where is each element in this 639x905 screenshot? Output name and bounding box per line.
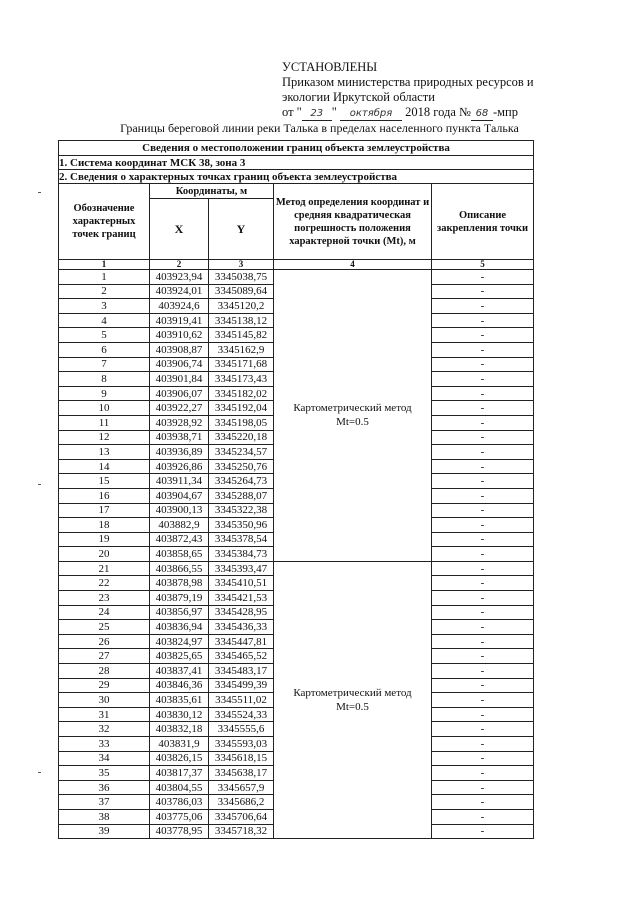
- point-description: -: [432, 518, 534, 533]
- point-description: -: [432, 401, 534, 416]
- coord-x: 403836,94: [150, 620, 209, 635]
- coord-y: 3345250,76: [209, 459, 274, 474]
- approval-block: [282, 60, 534, 121]
- point-description: -: [432, 722, 534, 737]
- document-title: Границы береговой линии реки Талька в пределах населенного пункта Талька: [120, 121, 519, 135]
- point-number: 1: [59, 270, 150, 285]
- point-number: 36: [59, 780, 150, 795]
- point-description: -: [432, 737, 534, 752]
- point-number: 9: [59, 386, 150, 401]
- method-name: Картометрический метод: [293, 687, 412, 700]
- boundary-points-table: [58, 140, 534, 839]
- point-description: -: [432, 678, 534, 693]
- point-description: -: [432, 488, 534, 503]
- point-number: 11: [59, 415, 150, 430]
- coord-x: 403825,65: [150, 649, 209, 664]
- point-description: -: [432, 649, 534, 664]
- approval-title: УСТАНОВЛЕНЫ: [282, 60, 378, 74]
- coord-x: 403919,41: [150, 313, 209, 328]
- column-number: 5: [432, 260, 534, 270]
- point-number: 2: [59, 284, 150, 299]
- coord-x: 403846,36: [150, 678, 209, 693]
- coord-y: 3345410,51: [209, 576, 274, 591]
- point-description: -: [432, 299, 534, 314]
- point-number: 39: [59, 824, 150, 839]
- coord-y: 3345220,18: [209, 430, 274, 445]
- header-point-label: Обозначение характерных точек границ: [59, 184, 150, 260]
- date-mid: ": [331, 105, 337, 119]
- coord-y: 3345428,95: [209, 605, 274, 620]
- point-number: 23: [59, 591, 150, 606]
- coord-y: 3345288,07: [209, 488, 274, 503]
- coord-y: 3345173,43: [209, 372, 274, 387]
- point-description: -: [432, 532, 534, 547]
- column-number: 3: [209, 260, 274, 270]
- coord-x: 403923,94: [150, 270, 209, 285]
- coord-y: 3345436,33: [209, 620, 274, 635]
- point-description: -: [432, 634, 534, 649]
- coord-y: 3345198,05: [209, 415, 274, 430]
- point-description: -: [432, 605, 534, 620]
- column-number: 4: [274, 260, 432, 270]
- point-number: 6: [59, 342, 150, 357]
- coord-x: 403832,18: [150, 722, 209, 737]
- coord-x: 403936,89: [150, 445, 209, 460]
- coord-x: 403824,97: [150, 634, 209, 649]
- coord-y: 3345718,32: [209, 824, 274, 839]
- coord-x: 403911,34: [150, 474, 209, 489]
- coord-y: 3345618,15: [209, 751, 274, 766]
- point-number: 10: [59, 401, 150, 416]
- coord-y: 3345350,96: [209, 518, 274, 533]
- coord-x: 403900,13: [150, 503, 209, 518]
- coord-x: 403804,55: [150, 780, 209, 795]
- header-x: X: [150, 199, 209, 260]
- point-description: -: [432, 284, 534, 299]
- point-number: 15: [59, 474, 150, 489]
- coord-x: 403924,6: [150, 299, 209, 314]
- point-description: -: [432, 503, 534, 518]
- point-description: -: [432, 561, 534, 576]
- coord-y: 3345524,33: [209, 707, 274, 722]
- point-description: -: [432, 620, 534, 635]
- approval-number: 68: [471, 108, 493, 121]
- point-number: 19: [59, 532, 150, 547]
- coord-y: 3345089,64: [209, 284, 274, 299]
- coord-x: 403924,01: [150, 284, 209, 299]
- header-y: Y: [209, 199, 274, 260]
- coord-y: 3345511,02: [209, 693, 274, 708]
- coord-y: 3345378,54: [209, 532, 274, 547]
- point-description: -: [432, 547, 534, 562]
- point-number: 35: [59, 766, 150, 781]
- point-description: -: [432, 795, 534, 810]
- point-number: 3: [59, 299, 150, 314]
- coord-x: 403826,15: [150, 751, 209, 766]
- method-cell: [274, 270, 432, 562]
- point-description: -: [432, 328, 534, 343]
- column-number: 2: [150, 260, 209, 270]
- header-coordinates: Координаты, м: [150, 184, 274, 199]
- point-description: -: [432, 751, 534, 766]
- coord-y: 3345483,17: [209, 664, 274, 679]
- method-accuracy: Mt=0.5: [336, 416, 369, 429]
- point-number: 22: [59, 576, 150, 591]
- coord-x: 403866,55: [150, 561, 209, 576]
- coord-x: 403835,61: [150, 693, 209, 708]
- approval-line-1: Приказом министерства природных ресурсов и: [282, 75, 534, 89]
- coord-x: 403908,87: [150, 342, 209, 357]
- point-description: -: [432, 445, 534, 460]
- coord-x: 403872,43: [150, 532, 209, 547]
- coord-x: 403901,84: [150, 372, 209, 387]
- coord-y: 3345465,52: [209, 649, 274, 664]
- coord-y: 3345192,04: [209, 401, 274, 416]
- coord-x: 403904,67: [150, 488, 209, 503]
- coord-y: 3345638,17: [209, 766, 274, 781]
- coord-y: 3345162,9: [209, 342, 274, 357]
- coord-x: 403831,9: [150, 737, 209, 752]
- coord-y: 3345322,38: [209, 503, 274, 518]
- point-number: 20: [59, 547, 150, 562]
- point-description: -: [432, 780, 534, 795]
- point-number: 16: [59, 488, 150, 503]
- coord-y: 3345447,81: [209, 634, 274, 649]
- coord-y: 3345038,75: [209, 270, 274, 285]
- coordinate-system: 1. Система координат МСК 38, зона 3: [59, 156, 534, 170]
- column-number-row: [59, 260, 534, 270]
- approval-day: 23: [302, 108, 332, 121]
- point-number: 17: [59, 503, 150, 518]
- coord-y: 3345138,12: [209, 313, 274, 328]
- point-number: 37: [59, 795, 150, 810]
- margin-mark: [38, 484, 41, 485]
- coord-y: 3345234,57: [209, 445, 274, 460]
- point-description: -: [432, 270, 534, 285]
- coord-y: 3345421,53: [209, 591, 274, 606]
- coord-x: 403856,97: [150, 605, 209, 620]
- point-description: -: [432, 372, 534, 387]
- point-number: 30: [59, 693, 150, 708]
- point-description: -: [432, 386, 534, 401]
- point-number: 32: [59, 722, 150, 737]
- coord-x: 403938,71: [150, 430, 209, 445]
- coord-y: 3345264,73: [209, 474, 274, 489]
- section-1-row: [59, 156, 534, 170]
- approval-year: 2018 года №: [405, 105, 471, 119]
- coord-y: 3345384,73: [209, 547, 274, 562]
- section-title-row: [59, 141, 534, 156]
- coord-y: 3345499,39: [209, 678, 274, 693]
- point-number: 38: [59, 809, 150, 824]
- point-number: 12: [59, 430, 150, 445]
- coord-x: 403775,06: [150, 809, 209, 824]
- point-number: 26: [59, 634, 150, 649]
- table-row: [59, 270, 534, 285]
- coord-x: 403878,98: [150, 576, 209, 591]
- points-info-title: 2. Сведения о характерных точках границ объекта землеустройства: [59, 170, 534, 184]
- header-row-1: [59, 184, 534, 199]
- point-number: 29: [59, 678, 150, 693]
- point-number: 28: [59, 664, 150, 679]
- coord-x: 403906,74: [150, 357, 209, 372]
- point-description: -: [432, 664, 534, 679]
- coord-y: 3345182,02: [209, 386, 274, 401]
- coord-y: 3345120,2: [209, 299, 274, 314]
- coord-y: 3345593,03: [209, 737, 274, 752]
- point-number: 21: [59, 561, 150, 576]
- point-number: 5: [59, 328, 150, 343]
- point-description: -: [432, 474, 534, 489]
- column-number: 1: [59, 260, 150, 270]
- point-number: 18: [59, 518, 150, 533]
- point-description: -: [432, 707, 534, 722]
- point-number: 4: [59, 313, 150, 328]
- point-number: 8: [59, 372, 150, 387]
- coord-x: 403922,27: [150, 401, 209, 416]
- point-description: -: [432, 824, 534, 839]
- coord-x: 403882,9: [150, 518, 209, 533]
- coord-x: 403830,12: [150, 707, 209, 722]
- coord-x: 403910,62: [150, 328, 209, 343]
- date-prefix: от ": [282, 105, 302, 119]
- coord-y: 3345657,9: [209, 780, 274, 795]
- margin-mark: [38, 192, 41, 193]
- point-description: -: [432, 430, 534, 445]
- point-description: -: [432, 576, 534, 591]
- approval-month: октября: [340, 108, 402, 121]
- coord-x: 403837,41: [150, 664, 209, 679]
- point-number: 7: [59, 357, 150, 372]
- coord-x: 403858,65: [150, 547, 209, 562]
- point-description: -: [432, 591, 534, 606]
- point-description: -: [432, 459, 534, 474]
- point-number: 31: [59, 707, 150, 722]
- method-cell: [274, 561, 432, 838]
- point-description: -: [432, 766, 534, 781]
- approval-line-2: экологии Иркутской области: [282, 90, 435, 104]
- section-title: Сведения о местоположении границ объекта землеустройства: [59, 141, 534, 156]
- point-description: -: [432, 415, 534, 430]
- coord-x: 403786,03: [150, 795, 209, 810]
- coord-y: 3345686,2: [209, 795, 274, 810]
- point-number: 24: [59, 605, 150, 620]
- section-2-row: [59, 170, 534, 184]
- coord-x: 403928,92: [150, 415, 209, 430]
- coord-x: 403778,95: [150, 824, 209, 839]
- coord-x: 403879,19: [150, 591, 209, 606]
- header-method: Метод определения координат и средняя квадратическая погрешность положения характерной точки (Mt), м: [274, 184, 432, 260]
- coord-x: 403926,86: [150, 459, 209, 474]
- coord-y: 3345393,47: [209, 561, 274, 576]
- point-description: -: [432, 693, 534, 708]
- coord-y: 3345145,82: [209, 328, 274, 343]
- coord-x: 403906,07: [150, 386, 209, 401]
- point-description: -: [432, 313, 534, 328]
- header-description: Описание закрепления точки: [432, 184, 534, 260]
- coord-x: 403817,37: [150, 766, 209, 781]
- point-number: 27: [59, 649, 150, 664]
- point-number: 13: [59, 445, 150, 460]
- point-description: -: [432, 357, 534, 372]
- approval-date-line: [282, 105, 534, 121]
- coord-y: 3345171,68: [209, 357, 274, 372]
- coord-y: 3345706,64: [209, 809, 274, 824]
- coord-y: 3345555,6: [209, 722, 274, 737]
- table-row: [59, 561, 534, 576]
- point-description: -: [432, 342, 534, 357]
- method-accuracy: Mt=0.5: [336, 701, 369, 714]
- point-number: 14: [59, 459, 150, 474]
- method-name: Картометрический метод: [293, 402, 412, 415]
- point-number: 33: [59, 737, 150, 752]
- margin-mark: [38, 772, 41, 773]
- point-number: 25: [59, 620, 150, 635]
- point-description: -: [432, 809, 534, 824]
- point-number: 34: [59, 751, 150, 766]
- approval-suffix: -мпр: [492, 105, 518, 119]
